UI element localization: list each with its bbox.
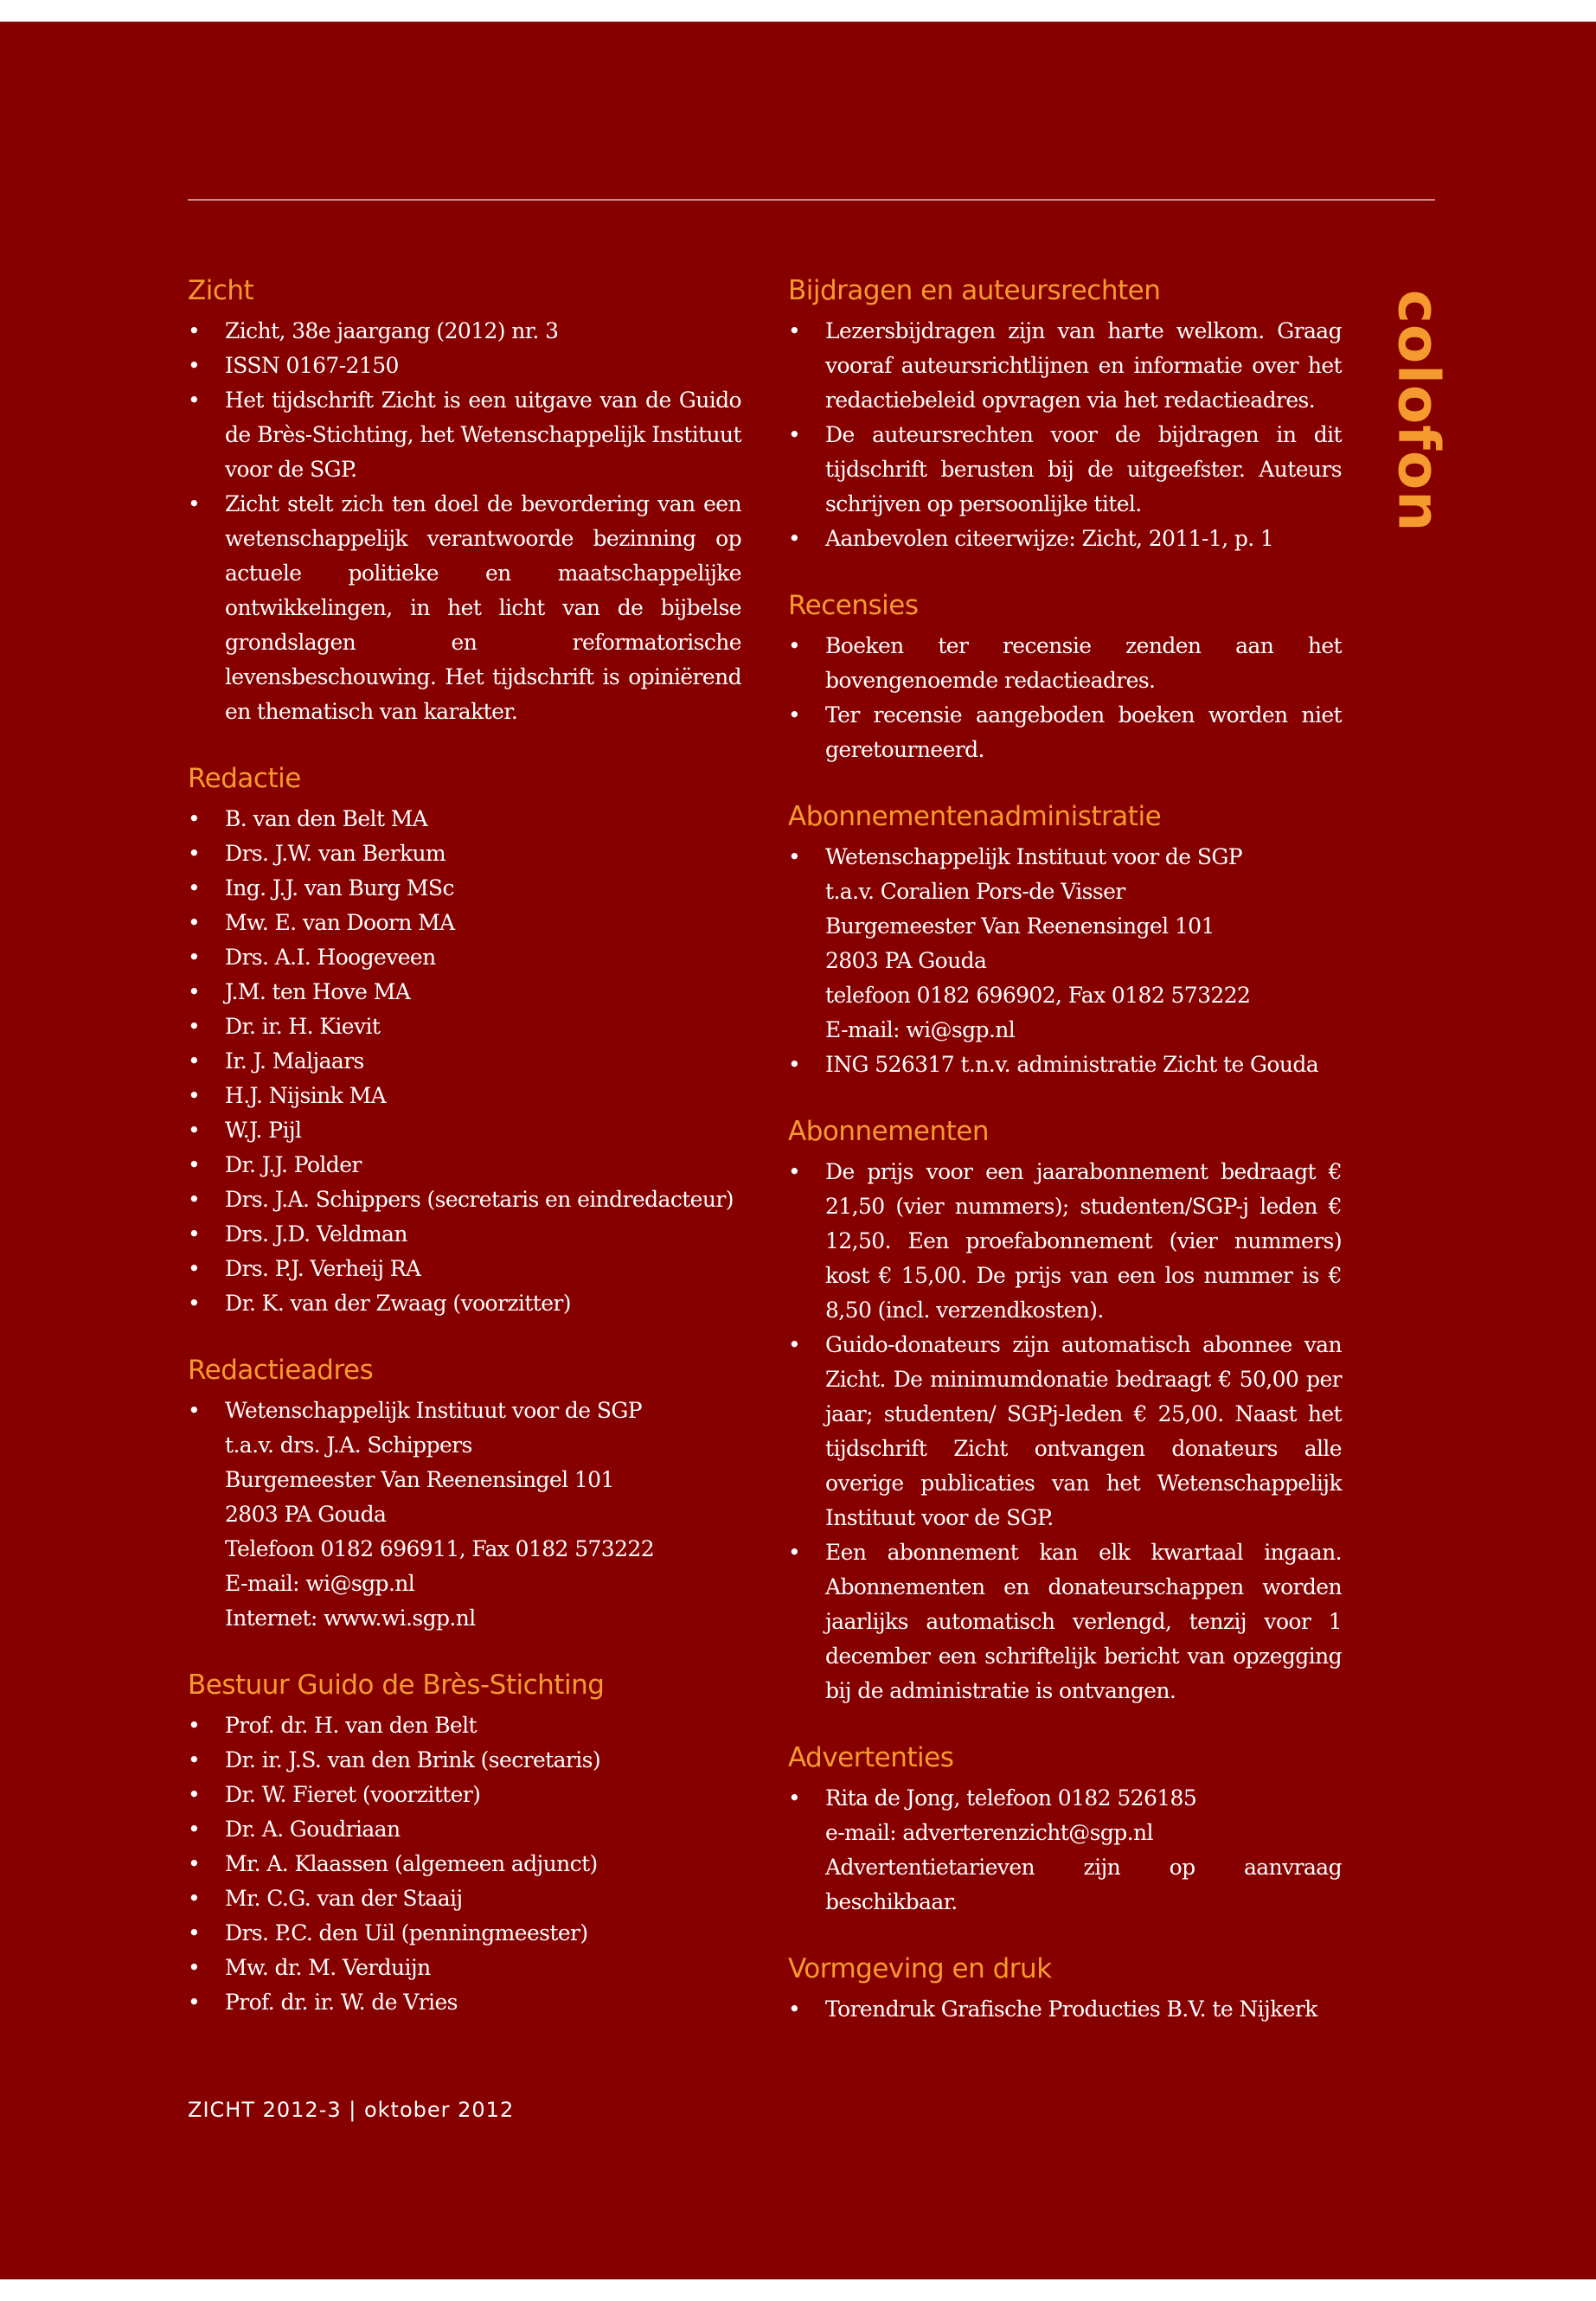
list-item: • Drs. J.W. van Berkum	[188, 836, 741, 871]
list-item: • Dr. ir. J.S. van den Brink (secretaris)	[188, 1743, 741, 1778]
section-zicht	[188, 272, 741, 729]
section-recensies	[788, 587, 1342, 767]
section-redactieadres	[188, 1352, 741, 1636]
list-item: • H.J. Nijsink MA	[188, 1079, 741, 1113]
list-item: • De prijs voor een jaarabonnement bedraagt € 21,50 (vier nummers); studenten/SGP-j leden € 12,50. Een proefabonnement (vier nummers) kost € 15,00. De prijs van een los nummer is € 8,50 (incl. verzendkosten).	[788, 1155, 1342, 1328]
top-divider	[188, 199, 1435, 201]
section-title: Zicht	[188, 275, 254, 306]
list-item: • Boeken ter recensie zenden aan het bovengenoemde redactieadres.	[788, 629, 1342, 698]
list-item: • Het tijdschrift Zicht is een uitgave van de Guido de Brès-Stichting, het Wetenschappelijk Instituut voor de SGP.	[188, 383, 741, 487]
left-column	[188, 272, 741, 2051]
list-item: • Zicht, 38e jaargang (2012) nr. 3	[188, 314, 741, 349]
list-item: • Dr. A. Goudriaan	[188, 1812, 741, 1847]
section-vormgeving	[788, 1951, 1342, 2027]
list-item: • W.J. Pijl	[188, 1113, 741, 1148]
list-item: • Guido-donateurs zijn automatisch abonnee van Zicht. De minimumdonatie bedraagt € 50,00 per jaar; studenten/ SGPj-leden € 25,00. Naast het tijdschrift Zicht ontvangen donateurs alle overige publicaties van het Wetenschappelijk Instituut voor de SGP.	[788, 1328, 1342, 1535]
list-item: • Ir. J. Maljaars	[188, 1044, 741, 1079]
section-advertenties	[788, 1740, 1342, 1920]
list-item: • Wetenschappelijk Instituut voor de SGP t.a.v. Coralien Pors-de Visser Burgemeester Van Reenensingel 101 2803 PA Gouda telefoon 0182 696902, Fax 0182 573222 E-mail: wi@sgp.nl	[788, 840, 1342, 1048]
section-title: Bijdragen en auteursrechten	[788, 275, 1161, 306]
list-item: • Aanbevolen citeerwijze: Zicht, 2011-1, p. 1	[788, 522, 1342, 556]
section-bestuur	[188, 1667, 741, 2020]
section-title: Abonnementen	[788, 1116, 990, 1147]
list-item: • Een abonnement kan elk kwartaal ingaan. Abonnementen en donateurschappen worden jaarlijks automatisch verlengd, tenzij voor 1 december een schriftelijk bericht van opzegging bij de administratie is ontvangen.	[788, 1535, 1342, 1708]
section-title: Advertenties	[788, 1742, 954, 1773]
list-item: • Mr. C.G. van der Staaij	[188, 1881, 741, 1916]
list-item: • ISSN 0167-2150	[188, 349, 741, 383]
page-footer: ZICHT 2012-3 | oktober 2012	[188, 2098, 515, 2122]
section-title: Recensies	[788, 590, 919, 621]
list-item: • Drs. J.A. Schippers (secretaris en eindredacteur)	[188, 1183, 741, 1217]
list-item: • Prof. dr. H. van den Belt	[188, 1708, 741, 1743]
colofon-page	[0, 22, 1596, 2279]
list-item: • Mw. E. van Doorn MA	[188, 906, 741, 940]
section-abonnementen	[788, 1113, 1342, 1708]
list-item: • ING 526317 t.n.v. administratie Zicht te Gouda	[788, 1048, 1342, 1082]
section-title: Redactie	[188, 763, 301, 794]
list-item: • Prof. dr. ir. W. de Vries	[188, 1985, 741, 2020]
list-item: • Dr. K. van der Zwaag (voorzitter)	[188, 1286, 741, 1321]
right-column	[788, 272, 1342, 2058]
list-item: • Dr. ir. H. Kievit	[188, 1009, 741, 1044]
list-item: • De auteursrechten voor de bijdragen in dit tijdschrift berusten bij de uitgeefster. Auteurs schrijven op persoonlijke titel.	[788, 418, 1342, 522]
list-item: • Zicht stelt zich ten doel de bevordering van een wetenschappelijk verantwoorde bezinning op actuele politieke en maatschappelijke ontwikkelingen, in het licht van de bijbelse grondslagen en reformatorische levensbeschouwing. Het tijdschrift is opiniërend en thematisch van karakter.	[188, 487, 741, 729]
side-title-text: colofon	[1385, 289, 1452, 533]
list-item: • Wetenschappelijk Instituut voor de SGP t.a.v. drs. J.A. Schippers Burgemeester Van Reenensingel 101 2803 PA Gouda Telefoon 0182 696911, Fax 0182 573222 E-mail: wi@sgp.nl Internet: www.wi.sgp.nl	[188, 1394, 741, 1636]
list-item: • Drs. A.I. Hoogeveen	[188, 940, 741, 975]
list-item: • Ter recensie aangeboden boeken worden niet geretourneerd.	[788, 698, 1342, 767]
list-item: • Drs. J.D. Veldman	[188, 1217, 741, 1252]
section-title: Abonnementenadministratie	[788, 801, 1162, 832]
list-item: • Drs. P.C. den Uil (penningmeester)	[188, 1916, 741, 1951]
list-item: • Lezersbijdragen zijn van harte welkom. Graag vooraf auteursrichtlijnen en informatie over het redactiebeleid opvragen via het redactieadres.	[788, 314, 1342, 418]
list-item: • Rita de Jong, telefoon 0182 526185 e-mail: adverterenzicht@sgp.nl Advertentietarieven zijn op aanvraag beschikbaar.	[788, 1781, 1342, 1920]
list-item: • Dr. W. Fieret (voorzitter)	[188, 1778, 741, 1812]
list-item: • Ing. J.J. van Burg MSc	[188, 871, 741, 906]
section-abonnementenadministratie	[788, 798, 1342, 1082]
section-redactie	[188, 760, 741, 1321]
section-title: Redactieadres	[188, 1355, 374, 1386]
list-item: • Mw. dr. M. Verduijn	[188, 1951, 741, 1985]
list-item: • B. van den Belt MA	[188, 802, 741, 836]
list-item: • Dr. J.J. Polder	[188, 1148, 741, 1183]
list-item: • Mr. A. Klaassen (algemeen adjunct)	[188, 1847, 741, 1881]
list-item: • Torendruk Grafische Producties B.V. te Nijkerk	[788, 1992, 1342, 2027]
list-item: • J.M. ten Hove MA	[188, 975, 741, 1009]
section-title: Bestuur Guido de Brès-Stichting	[188, 1670, 605, 1701]
section-bijdragen	[788, 272, 1342, 556]
list-item: • Drs. P.J. Verheij RA	[188, 1252, 741, 1286]
section-title: Vormgeving en druk	[788, 1953, 1052, 1984]
colofon-side-title	[1384, 290, 1453, 532]
